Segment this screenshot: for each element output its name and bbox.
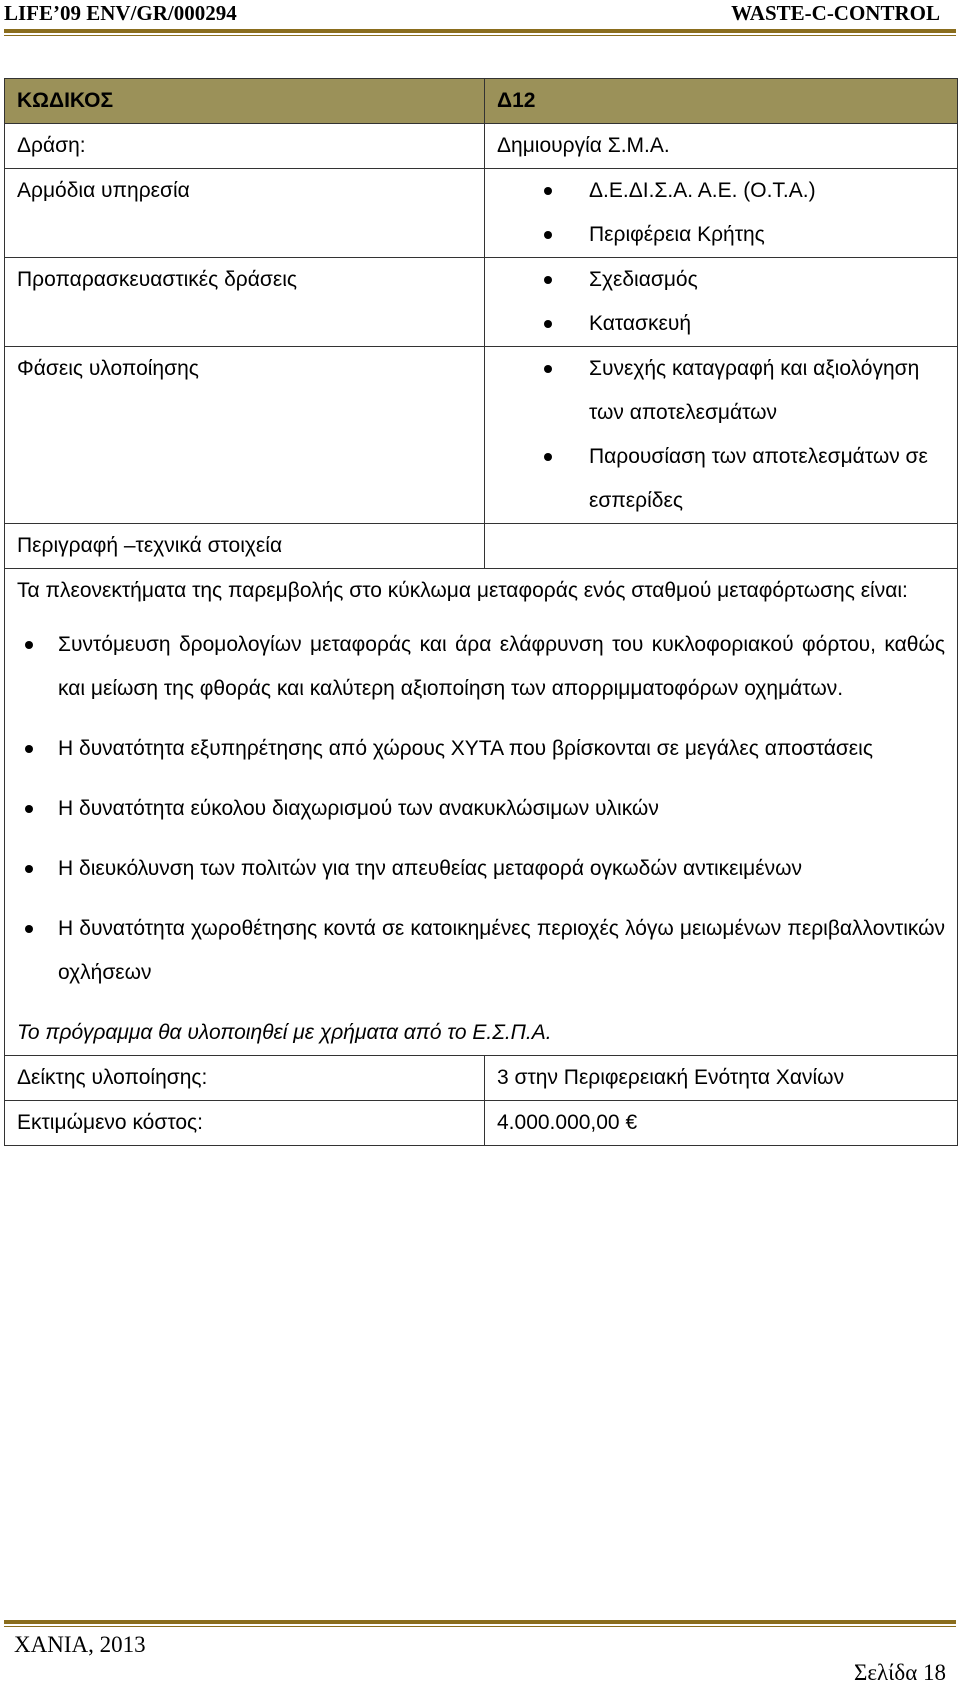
description-cell xyxy=(5,569,958,1056)
table-row xyxy=(5,1056,958,1101)
list-item: Δ.Ε.ΔΙ.Σ.Α. Α.Ε. (Ο.Τ.Α.) xyxy=(577,169,945,213)
list-item: Η δυνατότητα χωροθέτησης κοντά σε κατοικημένες περιοχές λόγω μειωμένων περιβαλλοντικών οχλήσεων xyxy=(58,907,945,995)
list-item: Κατασκευή xyxy=(577,302,945,346)
phases-list xyxy=(497,347,945,523)
code-label: ΚΩΔΙΚΟΣ xyxy=(5,79,485,124)
indicator-value: 3 στην Περιφερειακή Ενότητα Χανίων xyxy=(485,1056,958,1101)
agency-list xyxy=(497,169,945,257)
footer-rule-thin xyxy=(4,1626,956,1627)
footer-place-date: ΧΑΝΙΑ, 2013 xyxy=(14,1632,146,1657)
prep-label: Προπαρασκευαστικές δράσεις xyxy=(5,258,485,347)
tech-label: Περιγραφή –τεχνικά στοιχεία xyxy=(5,524,485,569)
agency-label: Αρμόδια υπηρεσία xyxy=(5,169,485,258)
code-value: Δ12 xyxy=(485,79,958,124)
prep-list xyxy=(497,258,945,346)
list-item: Συντόμευση δρομολογίων μεταφοράς και άρα ελάφρυνση του κυκλοφοριακού φόρτου, καθώς και μείωση της φθοράς και καλύτερη αξιοποίηση των απορριμματοφόρων οχημάτων. xyxy=(58,623,945,711)
table-row xyxy=(5,258,958,347)
advantages-list xyxy=(17,623,945,995)
phases-label: Φάσεις υλοποίησης xyxy=(5,347,485,524)
table-row xyxy=(5,524,958,569)
table-row xyxy=(5,1101,958,1146)
header-rule-thin xyxy=(4,35,956,36)
page-number: Σελίδα 18 xyxy=(853,1660,946,1685)
list-item: Η δυνατότητα εξυπηρέτησης από χώρους ΧΥΤΑ που βρίσκονται σε μεγάλες αποστάσεις xyxy=(58,727,945,771)
list-item: Η δυνατότητα εύκολου διαχωρισμού των ανακυκλώσιμων υλικών xyxy=(58,787,945,831)
cost-value: 4.000.000,00 € xyxy=(485,1101,958,1146)
table-row xyxy=(5,169,958,258)
description-intro: Τα πλεονεκτήματα της παρεμβολής στο κύκλωμα μεταφοράς ενός σταθμού μεταφόρτωσης είναι: xyxy=(17,579,908,602)
header-project-name: WASTE-C-CONTROL xyxy=(731,1,940,25)
page-header xyxy=(4,0,940,28)
list-item: Συνεχής καταγραφή και αξιολόγηση των αποτελεσμάτων xyxy=(577,347,945,435)
list-item: Η διευκόλυνση των πολιτών για την απευθείας μεταφορά ογκωδών αντικειμένων xyxy=(58,847,945,891)
list-item: Περιφέρεια Κρήτης xyxy=(577,213,945,257)
action-label: Δράση: xyxy=(5,124,485,169)
footer-rule-thick xyxy=(4,1620,956,1624)
action-table xyxy=(4,78,958,1146)
header-project-code: LIFE’09 ENV/GR/000294 xyxy=(4,1,237,25)
tech-value xyxy=(485,524,958,569)
list-item: Παρουσίαση των αποτελεσμάτων σε εσπερίδες xyxy=(577,435,945,523)
table-row xyxy=(5,347,958,524)
action-value: Δημιουργία Σ.Μ.Α. xyxy=(485,124,958,169)
table-row xyxy=(5,124,958,169)
indicator-label: Δείκτης υλοποίησης: xyxy=(5,1056,485,1101)
list-item: Σχεδιασμός xyxy=(577,258,945,302)
table-row xyxy=(5,569,958,1056)
funding-note: Το πρόγραμμα θα υλοποιηθεί με χρήματα από το Ε.Σ.Π.Α. xyxy=(17,1021,552,1044)
cost-label: Εκτιμώμενο κόστος: xyxy=(5,1101,485,1146)
header-rule-thick xyxy=(4,29,956,33)
table-header-row xyxy=(5,79,958,124)
